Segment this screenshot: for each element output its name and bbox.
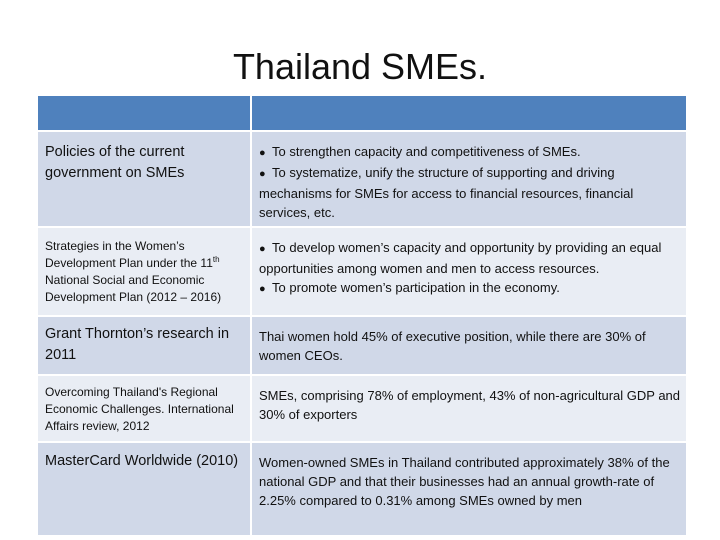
row-label-part: Strategies in the Women’s Development Plan under the 11 [45, 239, 213, 270]
table-header-row [37, 95, 687, 131]
bullet-text: To strengthen capacity and competitiveness of SMEs. [272, 144, 581, 159]
bullet-line [259, 163, 680, 222]
bullet-icon: ● [259, 283, 266, 295]
row-label [37, 227, 251, 316]
table-row [37, 227, 687, 316]
bullet-icon: ● [259, 147, 266, 159]
bullet-line [259, 278, 680, 299]
row-content: Thai women hold 45% of executive position, while there are 30% of women CEOs. [251, 316, 687, 375]
bullet-text: To systematize, unify the structure of supporting and driving mechanisms for SMEs for access to financial resources, financial services, etc. [259, 165, 634, 220]
row-label-part: National Social and Economic Development Plan (2012 – 2016) [45, 273, 222, 304]
sme-table [36, 94, 688, 537]
table-row [37, 375, 687, 442]
bullet-icon: ● [259, 243, 266, 255]
bullet-line [259, 142, 680, 163]
header-cell-left [37, 95, 251, 131]
bullet-line [259, 238, 680, 278]
bullet-icon: ● [259, 168, 266, 180]
bullet-text: To promote women’s participation in the economy. [272, 280, 560, 295]
table-row [37, 316, 687, 375]
row-content: SMEs, comprising 78% of employment, 43% of non-agricultural GDP and 30% of exporters [251, 375, 687, 442]
row-label: Policies of the current government on SMEs [37, 131, 251, 227]
row-content [251, 131, 687, 227]
row-label: Overcoming Thailand's Regional Economic Challenges. International Affairs review, 2012 [37, 375, 251, 442]
header-cell-right [251, 95, 687, 131]
table-row [37, 442, 687, 536]
slide-title: Thailand SMEs. [232, 46, 488, 87]
bullet-text: To develop women’s capacity and opportunity by providing an equal opportunities among women and men to access resources. [259, 240, 662, 276]
row-content: Women-owned SMEs in Thailand contributed approximately 38% of the national GDP and that their businesses had an annual growth-rate of 2.25% compared to 0.31% among SMEs owned by men [251, 442, 687, 536]
table-row [37, 131, 687, 227]
row-label: Grant Thornton’s research in 2011 [37, 316, 251, 375]
row-label: MasterCard Worldwide (2010) [37, 442, 251, 536]
row-label-superscript: th [212, 255, 220, 264]
row-content [251, 227, 687, 316]
